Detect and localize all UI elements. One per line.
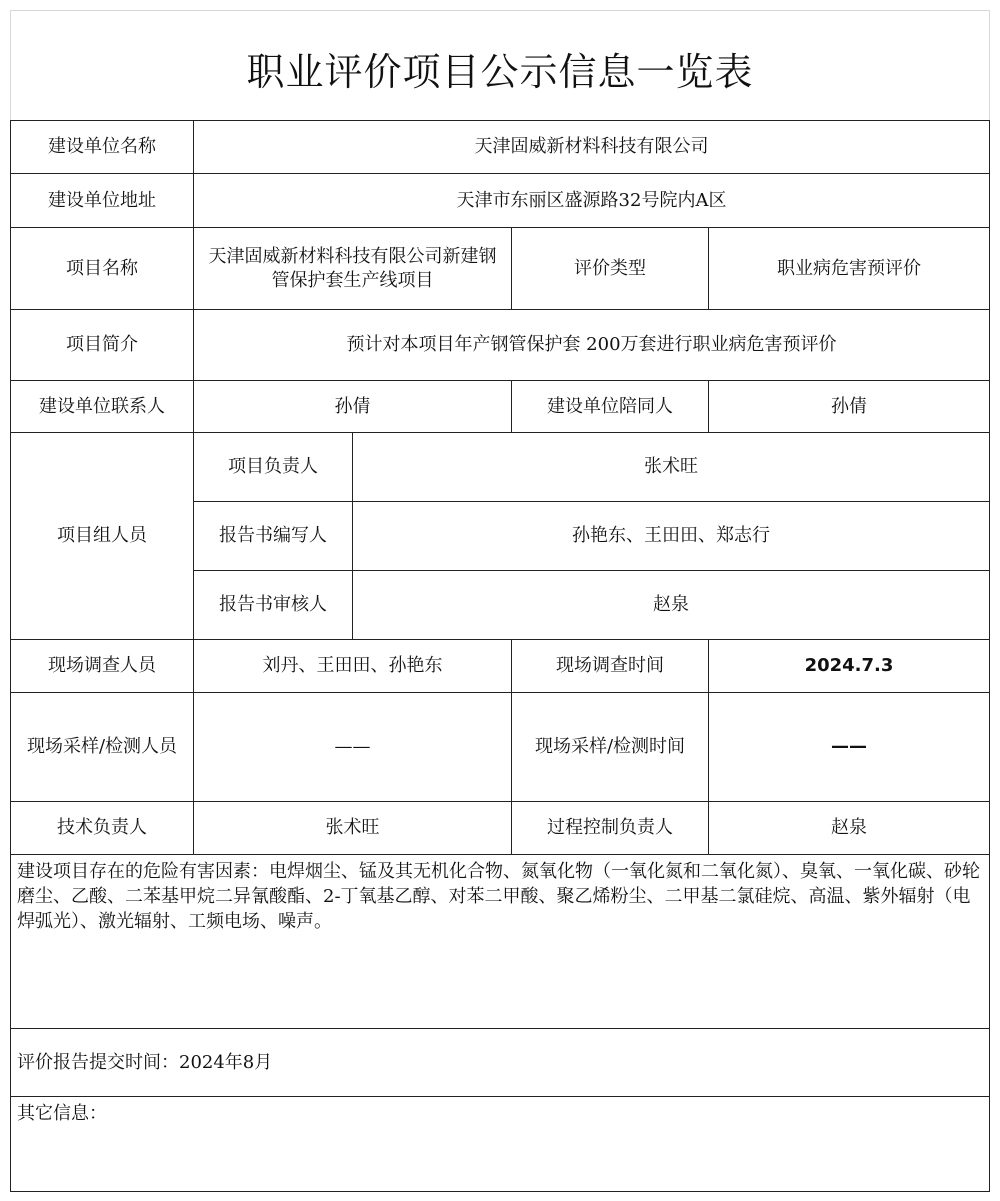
value-unit-escort: 孙倩 [708, 380, 990, 433]
value-tech-lead: 张术旺 [193, 801, 512, 855]
label-process-control-lead: 过程控制负责人 [511, 801, 709, 855]
report-submit-text: 评价报告提交时间：2024年8月 [10, 1028, 990, 1097]
value-unit-name: 天津固威新材料科技有限公司 [193, 120, 990, 174]
label-unit-address: 建设单位地址 [10, 173, 194, 228]
label-sampling-staff: 现场采样/检测人员 [10, 692, 194, 802]
value-unit-contact: 孙倩 [193, 380, 512, 433]
hazards-text: 建设项目存在的危险有害因素：电焊烟尘、锰及其无机化合物、氮氧化物（一氧化氮和二氧化氮）、臭氧、一氧化碳、砂轮磨尘、乙酸、二苯基甲烷二异氰酸酯、2-丁氧基乙醇、对苯二甲酸、聚乙烯粉尘、二甲基二氯硅烷、高温、紫外辐射（电焊弧光）、激光辐射、工频电场、噪声。 [10, 854, 990, 1029]
value-report-writer: 孙艳东、王田田、郑志行 [352, 501, 990, 571]
label-survey-staff: 现场调查人员 [10, 639, 194, 693]
value-eval-type: 职业病危害预评价 [708, 227, 990, 310]
label-report-writer: 报告书编写人 [193, 501, 353, 571]
form-page [10, 10, 990, 1193]
value-project-name: 天津固威新材料科技有限公司新建钢管保护套生产线项目 [193, 227, 512, 310]
label-unit-contact: 建设单位联系人 [10, 380, 194, 433]
label-report-reviewer: 报告书审核人 [193, 570, 353, 640]
label-eval-type: 评价类型 [511, 227, 709, 310]
label-project-name: 项目名称 [10, 227, 194, 310]
value-process-control-lead: 赵泉 [708, 801, 990, 855]
value-survey-staff: 刘丹、王田田、孙艳东 [193, 639, 512, 693]
label-survey-time: 现场调查时间 [511, 639, 709, 693]
value-report-reviewer: 赵泉 [352, 570, 990, 640]
label-project-intro: 项目简介 [10, 309, 194, 381]
value-survey-time: 2024.7.3 [708, 639, 990, 693]
label-tech-lead: 技术负责人 [10, 801, 194, 855]
label-sampling-time: 现场采样/检测时间 [511, 692, 709, 802]
value-unit-address: 天津市东丽区盛源路32号院内A区 [193, 173, 990, 228]
label-project-team: 项目组人员 [10, 432, 194, 640]
label-project-lead: 项目负责人 [193, 432, 353, 502]
value-sampling-staff: —— [193, 692, 512, 802]
label-unit-name: 建设单位名称 [10, 120, 194, 174]
page-title: 职业评价项目公示信息一览表 [246, 50, 754, 94]
value-project-lead: 张术旺 [352, 432, 990, 502]
title-box [10, 10, 990, 121]
value-project-intro: 预计对本项目年产钢管保护套 200万套进行职业病危害预评价 [193, 309, 990, 381]
value-sampling-time: —— [708, 692, 990, 802]
other-info-text: 其它信息： [10, 1096, 990, 1192]
label-unit-escort: 建设单位陪同人 [511, 380, 709, 433]
